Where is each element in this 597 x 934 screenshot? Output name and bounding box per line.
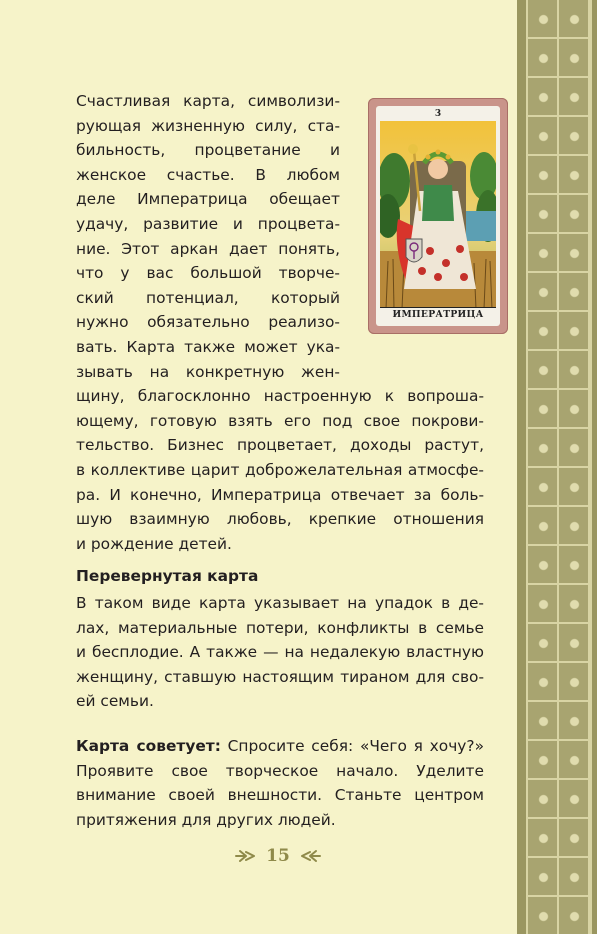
card-number: 3 xyxy=(434,109,442,119)
ornament-pattern xyxy=(526,0,592,934)
text-line: зывать на конкретную жен- xyxy=(76,362,340,381)
text-line: в коллективе царит доброжелательная атмосфе- xyxy=(76,460,484,479)
text-line: и рождение детей. xyxy=(76,534,232,553)
text-line: женщину, ставшую настоящим тираном для сво- xyxy=(76,667,484,686)
advice-label: Карта советует: xyxy=(76,737,221,755)
ornamental-border xyxy=(517,0,597,934)
text-line: В таком виде карта указывает на упадок в де- xyxy=(76,594,484,612)
reversed-paragraph xyxy=(76,591,484,714)
advice-paragraph xyxy=(76,734,484,832)
text-line: удачу, развитие и процвета- xyxy=(76,214,340,233)
text-line: внимание своей внешности. Станьте центром xyxy=(76,786,484,805)
bird-ornament-icon xyxy=(300,848,322,864)
section-heading: Перевернутая карта xyxy=(76,567,259,585)
bird-ornament-icon xyxy=(234,848,256,864)
advice-text: Спросите себя: «Чего я хочу?» xyxy=(220,737,484,755)
text-line: нужно обязательно реализо- xyxy=(76,313,340,332)
text-line: ей семьи. xyxy=(76,692,154,711)
page-number xyxy=(230,845,326,867)
text-line: рующая жизненную силу, ста- xyxy=(76,116,340,135)
text-line: и бесплодие. А также — на недалекую властную xyxy=(76,643,484,662)
page-number-value: 15 xyxy=(266,846,290,866)
text-line: лах, материальные потери, конфликты в семье xyxy=(76,618,484,637)
text-line: ский потенциал, который xyxy=(76,288,340,307)
text-line: ющему, готовую взять его под свое покрови- xyxy=(76,411,484,430)
card-title: ИМПЕРАТРИЦА xyxy=(380,307,496,322)
empress-illustration-icon xyxy=(380,121,496,309)
text-line: притяжения для других людей. xyxy=(76,810,336,829)
text-line: бильность, процветание и xyxy=(76,141,340,160)
card-face xyxy=(376,106,500,326)
text-line: Счастливая карта, символизи- xyxy=(76,92,340,110)
text-line: тельство. Бизнес процветает, доходы растут, xyxy=(76,436,484,455)
text-line: ра. И конечно, Императрица отвечает за боль- xyxy=(76,485,484,504)
text-line xyxy=(76,734,484,759)
text-line: Проявите свое творческое начало. Уделите xyxy=(76,761,484,780)
text-line: деле Императрица обещает xyxy=(76,190,340,209)
tarot-card-empress xyxy=(368,98,508,334)
text-line: шую взаимную любовь, крепкие отношения xyxy=(76,510,484,529)
text-line: ние. Этот аркан дает понять, xyxy=(76,239,340,258)
text-line: что у вас большой творче- xyxy=(76,264,340,283)
text-line: щину, благосклонно настроенную к вопроша- xyxy=(76,387,484,406)
text-line: вать. Карта также может ука- xyxy=(76,337,340,356)
text-line: женское счастье. В любом xyxy=(76,165,340,184)
